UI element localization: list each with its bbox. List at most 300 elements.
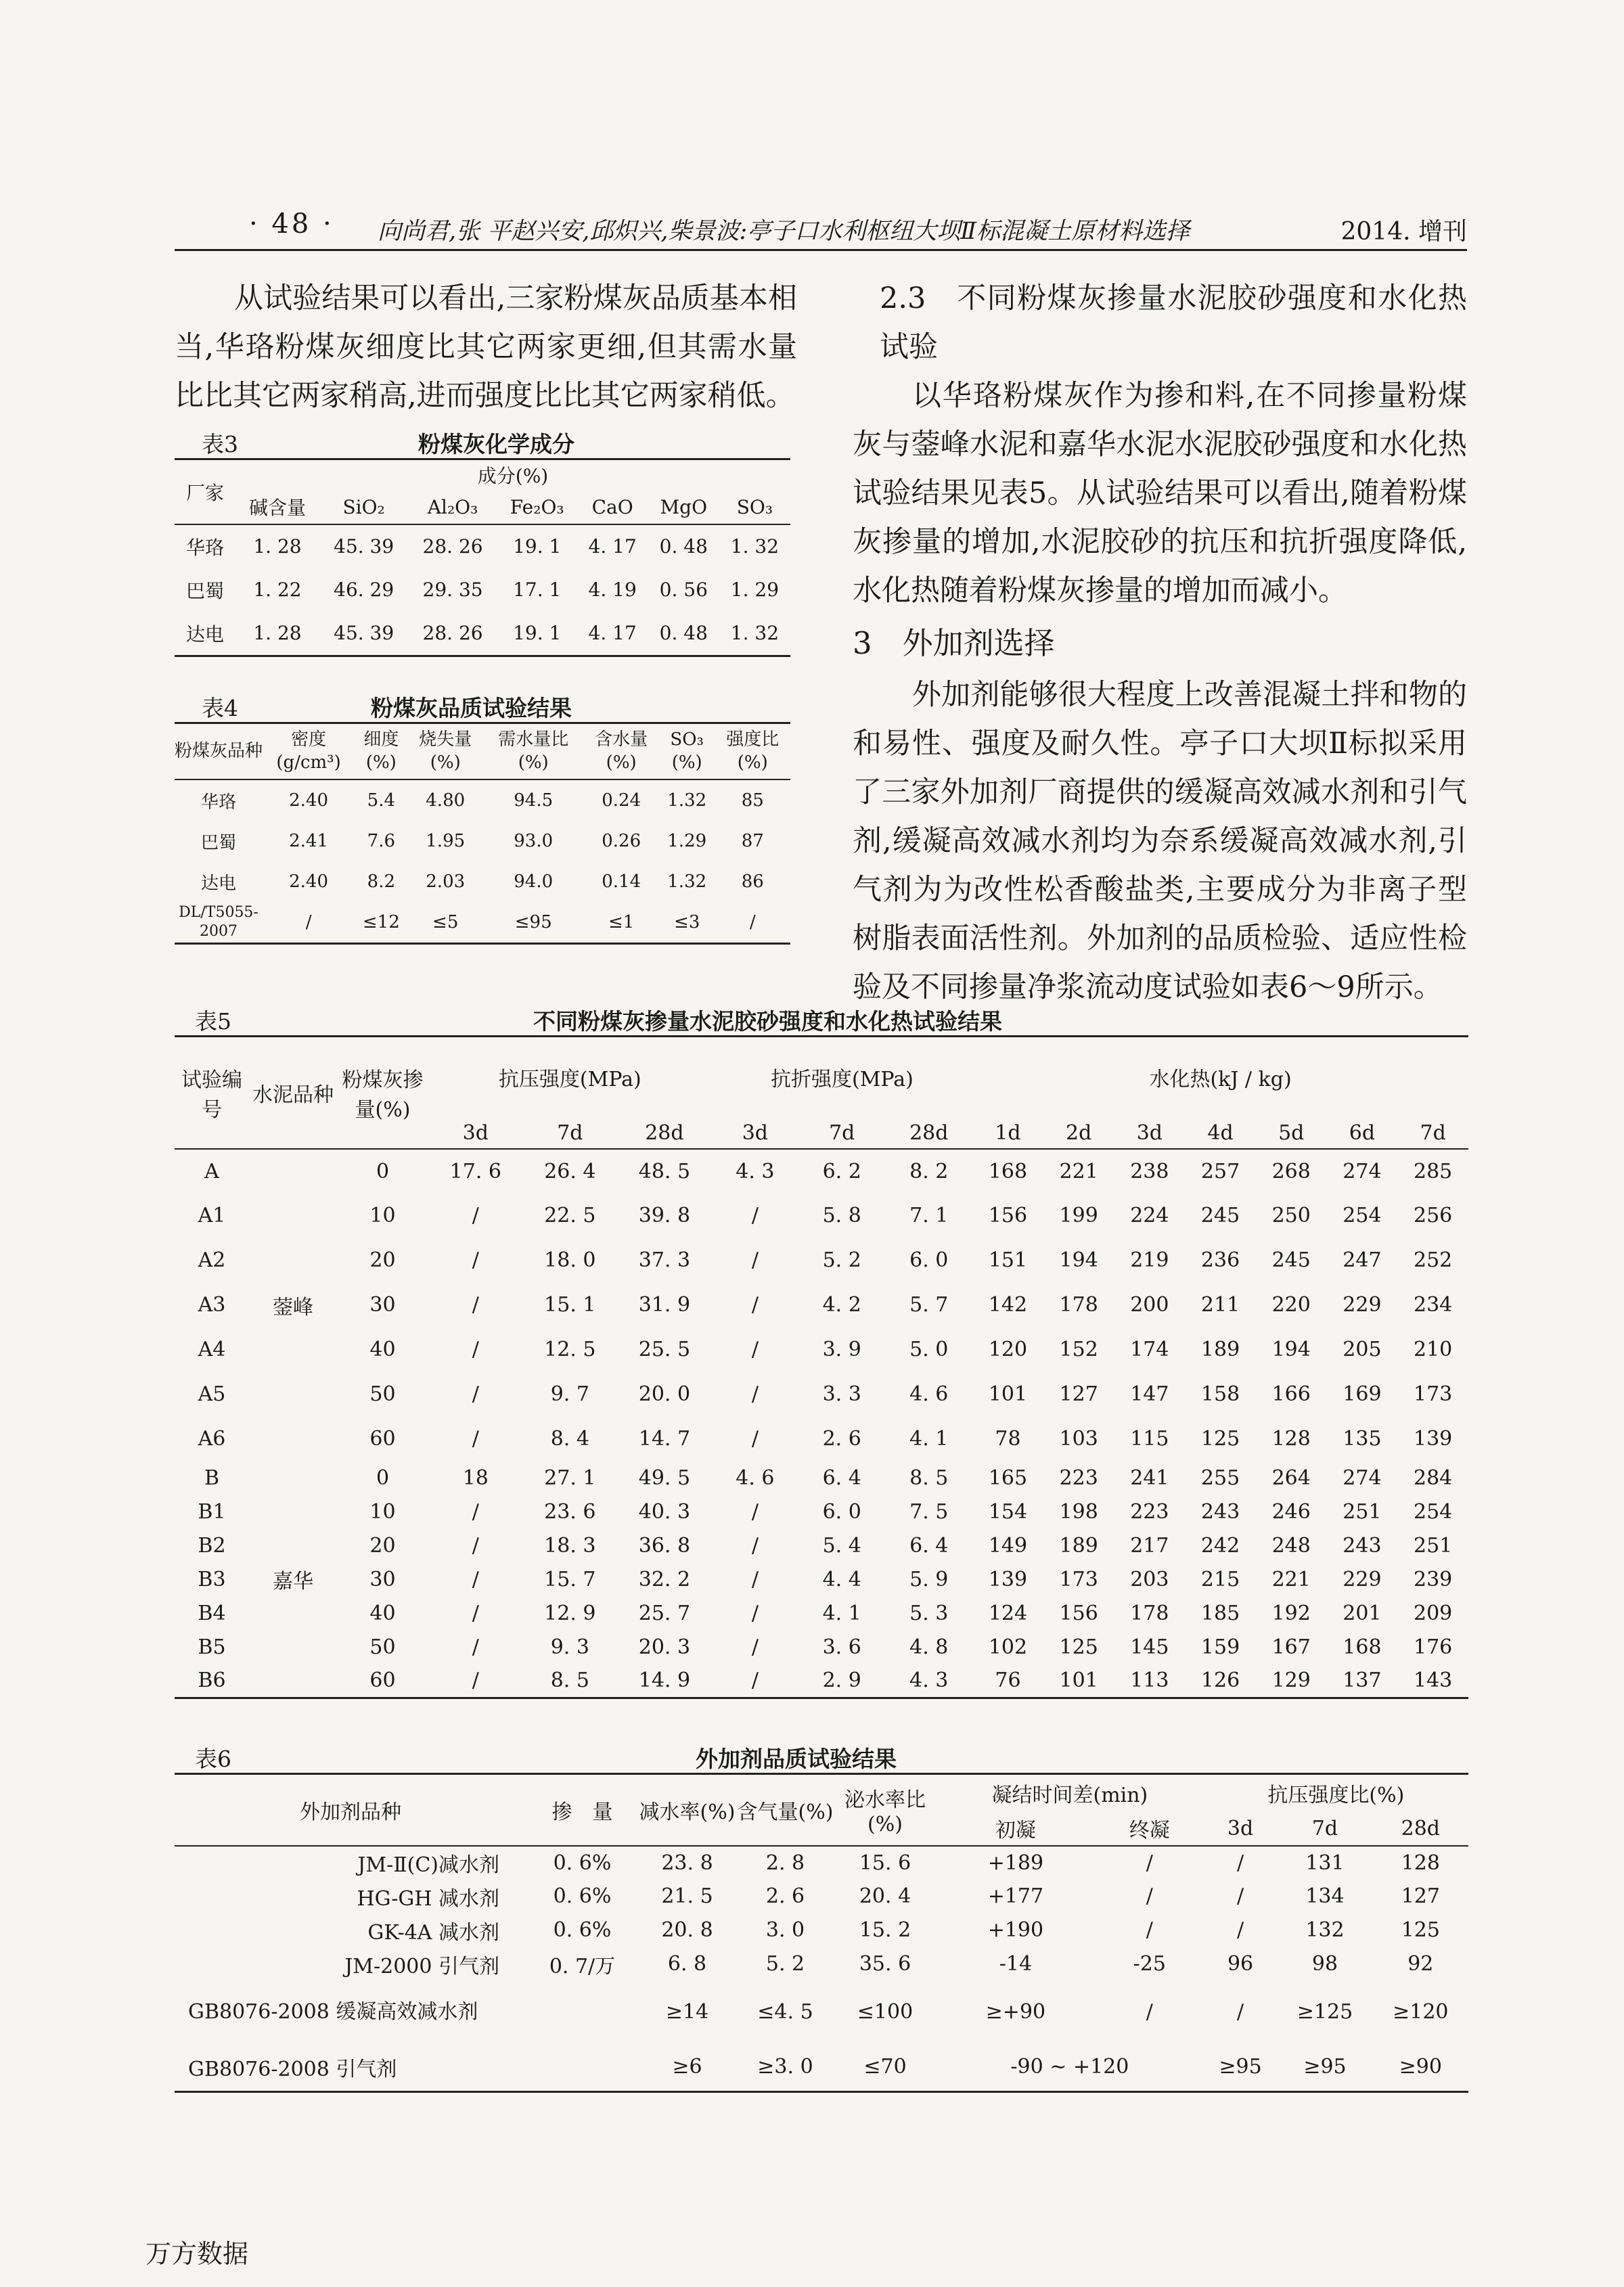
cement-cell: 蓥峰 [273, 1296, 313, 1319]
table-cell: 2.40 [289, 871, 329, 892]
table-cell: 198 [1059, 1500, 1098, 1524]
table-cell: 156 [988, 1204, 1028, 1227]
table-row [175, 1194, 1468, 1238]
table-cell: / [751, 1669, 759, 1693]
table-cell: 115 [1130, 1427, 1169, 1451]
table-cell: / [472, 1338, 479, 1361]
table-cell: 7. 5 [909, 1500, 949, 1524]
table3 [175, 458, 790, 657]
table-cell: ≤12 [362, 912, 400, 932]
table-cell: 21. 5 [661, 1884, 713, 1908]
left-column [175, 274, 797, 945]
table-cell: JM-2000 引气剂 [344, 1954, 499, 1978]
table-cell: / [1146, 1851, 1153, 1875]
table-number: 表3 [202, 431, 238, 457]
table-cell: 8. 5 [909, 1466, 949, 1490]
table4 [175, 722, 790, 945]
table-cell: 124 [988, 1602, 1028, 1625]
table-cell: / [751, 1338, 759, 1361]
table-cell: 129 [1271, 1669, 1311, 1693]
col-header: 抗折强度(MPa) [770, 1068, 914, 1092]
col-header: CaO [591, 495, 633, 518]
table-title: 外加剂品质试验结果 [696, 1746, 897, 1772]
table6-caption [175, 1738, 1468, 1773]
table-cell: 2.41 [289, 831, 329, 851]
table-cell: HG-GH 减水剂 [357, 1886, 499, 1911]
table-cell: 9. 3 [550, 1635, 589, 1659]
table-cell: 15. 1 [544, 1293, 596, 1317]
header-title: 向尚君,张 平赵兴安,邱炽兴,柴景波:亭子口水利枢纽大坝Ⅱ标混凝土原材料选择 [378, 218, 1190, 245]
table-cell: DL/T5055-2007 [179, 904, 258, 940]
table-row [175, 902, 790, 944]
table-cell: 3. 3 [822, 1382, 861, 1406]
table-cell: 4. 6 [909, 1382, 949, 1406]
table-cell: / [472, 1669, 479, 1693]
table-cell: / [751, 1568, 759, 1591]
table-cell: / [472, 1382, 479, 1406]
table-cell: 156 [1059, 1602, 1098, 1625]
col-header [659, 723, 715, 779]
section-heading: 3 外加剂选择 [853, 625, 1055, 661]
table-cell: / [751, 1602, 759, 1625]
table-cell: 达电 [200, 873, 236, 894]
table-cell: 26. 4 [544, 1159, 596, 1183]
table-cell: 199 [1059, 1204, 1098, 1227]
table-cell: 125 [1059, 1635, 1098, 1659]
table-cell: / [472, 1635, 479, 1659]
table-cell: 132 [1305, 1918, 1345, 1942]
col-header: 5d [1278, 1120, 1305, 1145]
table-cell: 7.6 [367, 831, 396, 851]
table-cell: A5 [198, 1382, 226, 1406]
table-cell: 268 [1271, 1159, 1311, 1183]
table-cell: 173 [1059, 1568, 1098, 1591]
table-row [175, 1947, 1468, 1981]
table-cell: ≥3. 0 [757, 2055, 813, 2079]
table-cell: B [204, 1466, 220, 1490]
col-header: SiO₂ [342, 495, 385, 518]
table-cell: A [204, 1159, 219, 1183]
table-row [175, 1417, 1468, 1462]
table-cell: 2.40 [289, 790, 329, 811]
table-cell: 168 [988, 1159, 1028, 1183]
table-cell: 94.0 [514, 871, 554, 892]
table-cell: 8. 4 [550, 1427, 589, 1451]
table-cell: 4. 8 [909, 1635, 949, 1659]
col-header: 外加剂品种 [300, 1800, 401, 1824]
table-cell: 4. 3 [909, 1669, 949, 1693]
table-cell: 20. 0 [638, 1382, 691, 1406]
table-row [175, 1914, 1468, 1947]
table5-block [175, 1000, 1468, 1699]
table-cell: / [305, 912, 312, 932]
table-title: 粉煤灰品质试验结果 [371, 694, 572, 721]
table-cell: 0.14 [602, 871, 641, 892]
paragraph: 外加剂能够很大程度上改善混凝土拌和物的和易性、强度及耐久性。亭子口大坝Ⅱ标拟采用了三家外加剂厂商提供的缓凝高效减水剂和引气剂,缓凝高效减水剂均为奈系缓凝高效减水剂,引气剂为为改性松香酸盐类,主要成分为非离子型树脂表面活性剂。外加剂的品质检验、适应性检验及不同掺量净浆流动度试验如表6～9所示。 [853, 678, 1467, 1004]
table-cell: 4. 6 [736, 1466, 775, 1490]
col-header: 3d [742, 1120, 769, 1145]
right-column [853, 274, 1467, 1012]
col-header [408, 723, 483, 779]
table-cell: 20. 3 [638, 1635, 691, 1659]
table-cell: 149 [988, 1534, 1028, 1558]
table-cell: 0 [376, 1159, 390, 1183]
table-cell: 125 [1401, 1918, 1440, 1942]
table-cell: 4. 17 [588, 622, 637, 644]
col-header: 4d [1207, 1120, 1234, 1145]
table-cell: 0 [376, 1466, 390, 1490]
table-cell: 4.80 [426, 790, 466, 811]
table-row [175, 524, 790, 568]
table-cell: 5. 0 [909, 1338, 949, 1361]
table-cell: 166 [1271, 1382, 1311, 1406]
table-cell: ≥125 [1296, 2000, 1353, 2024]
table-cell: 142 [988, 1293, 1028, 1317]
col-header: 水化热(kJ / kg) [1149, 1068, 1292, 1092]
table-row [175, 568, 790, 612]
col-header: 1d [995, 1120, 1021, 1145]
table-cell: 10 [369, 1500, 396, 1524]
table-cell: 247 [1343, 1248, 1382, 1272]
table-cell: 50 [369, 1635, 396, 1659]
col-header: 含气量(%) [737, 1800, 834, 1824]
table-cell: +190 [987, 1918, 1044, 1942]
table-row [175, 1149, 1468, 1194]
table-cell: / [472, 1293, 479, 1317]
table-cell: 1.32 [667, 871, 707, 892]
table-cell: 37. 3 [638, 1248, 691, 1272]
table-cell: 1. 28 [253, 622, 302, 644]
table-cell: 152 [1059, 1338, 1098, 1361]
col-header [355, 723, 407, 779]
col-header: 厂家 [185, 481, 224, 504]
table-cell: 174 [1130, 1338, 1169, 1361]
table-cell: ≥120 [1393, 2000, 1449, 2024]
table-cell: 223 [1130, 1500, 1169, 1524]
table-cell: 5. 4 [822, 1534, 861, 1558]
table-cell: 251 [1414, 1534, 1453, 1558]
table-cell: 45. 39 [334, 622, 394, 644]
table-cell: 1.95 [426, 831, 466, 851]
table-cell: 248 [1271, 1534, 1311, 1558]
col-header-unit: (g/cm³) [276, 752, 341, 773]
table-cell: 5. 7 [909, 1293, 949, 1317]
table-row [175, 821, 790, 861]
table-cell: 45. 39 [334, 535, 394, 558]
table-cell: 285 [1414, 1159, 1453, 1183]
table-cell: 165 [988, 1466, 1028, 1490]
table-cell: / [751, 1500, 759, 1524]
table-cell: 173 [1414, 1382, 1453, 1406]
col-header-unit: (%) [671, 752, 702, 773]
table-cell: 5. 8 [822, 1204, 861, 1227]
col-header-unit: (%) [606, 752, 637, 773]
table-cell: 华珞 [185, 536, 224, 559]
section-heading: 2.3 不同粉煤灰掺量水泥胶砂强度和水化热试验 [880, 281, 1467, 364]
table-row [175, 1238, 1468, 1283]
col-header: Al₂O₃ [427, 495, 478, 518]
table-cell: 221 [1059, 1159, 1098, 1183]
table-cell: 101 [988, 1382, 1028, 1406]
col-header: 试验编号 [181, 1068, 242, 1122]
table-row [175, 1665, 1468, 1698]
table-cell: 256 [1414, 1204, 1453, 1227]
table-cell: 1. 32 [730, 535, 780, 558]
table-cell: 92 [1407, 1952, 1434, 1976]
table-cell: 23. 8 [661, 1851, 713, 1875]
table-cell: 0. 56 [659, 579, 708, 601]
table-cell: 135 [1343, 1427, 1382, 1451]
table-cell: 0. 6% [553, 1918, 612, 1942]
table-cell: GB8076-2008 引气剂 [188, 2057, 397, 2081]
table-cell: 20 [369, 1534, 396, 1558]
table-cell: 96 [1227, 1952, 1254, 1976]
col-header: Fe₂O₃ [510, 495, 564, 518]
table-cell: 274 [1343, 1159, 1382, 1183]
table3-caption [175, 423, 797, 458]
col-header: 碱含量 [248, 497, 306, 519]
table-cell: 12. 9 [544, 1602, 596, 1625]
table-cell: 178 [1130, 1602, 1169, 1625]
table-cell: ≤95 [514, 912, 552, 932]
table-cell: ≤1 [608, 912, 635, 932]
table-cell: 17. 6 [449, 1159, 501, 1183]
table-cell: -14 [999, 1952, 1033, 1976]
table-cell: 131 [1305, 1851, 1345, 1875]
table-cell: 246 [1271, 1500, 1311, 1524]
table-cell: 139 [1414, 1427, 1453, 1451]
table-cell: B3 [198, 1568, 226, 1591]
col-header: 3d [462, 1120, 489, 1145]
table-cell: 264 [1271, 1466, 1311, 1490]
table-cell: 8. 5 [550, 1669, 589, 1693]
table-cell: 192 [1271, 1602, 1311, 1625]
col-header: 28d [909, 1120, 949, 1145]
table5-caption [175, 1000, 1468, 1035]
table-cell: 30 [369, 1293, 396, 1317]
table-cell: / [1146, 2000, 1153, 2024]
table-cell: 134 [1305, 1884, 1345, 1908]
table-cell: 169 [1343, 1382, 1382, 1406]
table-cell: 17. 1 [513, 579, 562, 601]
table-cell: 20 [369, 1248, 396, 1272]
table-cell: / [1236, 2000, 1244, 2024]
table-cell: 238 [1130, 1159, 1169, 1183]
table-cell: 48. 5 [638, 1159, 691, 1183]
table-cell: 98 [1311, 1952, 1338, 1976]
table-cell: / [472, 1427, 479, 1451]
table-cell: 10 [369, 1204, 396, 1227]
table-cell: 211 [1200, 1293, 1240, 1317]
table-cell: 254 [1343, 1204, 1382, 1227]
paragraph: 以华珞粉煤灰作为掺和料,在不同掺量粉煤灰与蓥峰水泥和嘉华水泥水泥胶砂强度和水化热试验结果见表5。从试验结果可以看出,随着粉煤灰掺量的增加,水泥胶砂的抗压和抗折强度降低,水化热随着粉煤灰掺量的增加而减小。 [853, 379, 1467, 608]
table-cell: 203 [1130, 1568, 1169, 1591]
table-cell: ≥14 [665, 2000, 709, 2024]
table-cell: 159 [1200, 1635, 1240, 1659]
table-row [175, 1462, 1468, 1495]
table-number: 表5 [195, 1008, 231, 1035]
table-cell: 234 [1414, 1293, 1453, 1317]
table-cell: 94.5 [514, 790, 554, 811]
col-header: 3d [1136, 1120, 1163, 1145]
page-number: · 48 · [249, 208, 334, 240]
table-cell: 1. 28 [253, 535, 302, 558]
table-cell: 128 [1271, 1427, 1311, 1451]
table-row [175, 1283, 1468, 1328]
table-cell: +177 [987, 1884, 1044, 1908]
col-header-unit: (%) [518, 752, 549, 773]
table-cell: 245 [1271, 1248, 1311, 1272]
table-cell: GB8076-2008 缓凝高效减水剂 [188, 1999, 478, 2024]
table-cell: 49. 5 [638, 1466, 691, 1490]
table-cell: 284 [1414, 1466, 1453, 1490]
table-cell: 0. 48 [659, 535, 708, 558]
col-header: 7d [557, 1120, 583, 1145]
table-cell: 194 [1059, 1248, 1098, 1272]
table-cell: 274 [1343, 1466, 1382, 1490]
table-cell: -90 ~ +120 [1010, 2055, 1129, 2079]
table-cell: ≥90 [1399, 2055, 1442, 2079]
col-header-line: SO₃ [670, 729, 704, 750]
table-cell: 25. 5 [638, 1338, 691, 1361]
col-header: 水泥品种 [252, 1083, 334, 1107]
col-header: MgO [660, 495, 708, 518]
running-header [175, 203, 1467, 251]
col-header: 7d [1311, 1816, 1338, 1840]
table-cell: 5. 2 [822, 1248, 861, 1272]
table-cell: 3. 9 [822, 1338, 861, 1361]
table-cell: 39. 8 [638, 1204, 691, 1227]
table-cell: 229 [1343, 1293, 1382, 1317]
table-cell: B1 [198, 1500, 226, 1524]
table-cell: 2.03 [426, 871, 466, 892]
table-cell: 6. 2 [822, 1159, 861, 1183]
col-header: 2d [1066, 1120, 1092, 1145]
table-cell: 0. 48 [659, 622, 708, 644]
table-cell: A4 [198, 1338, 226, 1361]
table-cell: ≤100 [857, 2000, 914, 2024]
table-cell: 143 [1414, 1669, 1453, 1693]
table-row [175, 861, 790, 902]
col-header-line: 密度 [291, 729, 327, 750]
table-cell: 5.4 [367, 790, 396, 811]
table-cell: 19. 1 [513, 535, 562, 558]
table-cell: 219 [1130, 1248, 1169, 1272]
table-cell: / [751, 1534, 759, 1558]
table-cell: 28. 26 [422, 622, 483, 644]
table-cell: A6 [198, 1427, 226, 1451]
col-header: 粉煤灰掺量(%) [342, 1068, 424, 1122]
table-cell: 20. 8 [661, 1918, 713, 1942]
table-cell: 46. 29 [334, 579, 394, 601]
table-cell: ≥+90 [985, 2000, 1046, 2024]
table-cell: 215 [1200, 1568, 1240, 1591]
table-cell: 102 [988, 1635, 1028, 1659]
paragraph: 从试验结果可以看出,三家粉煤灰品质基本相当,华珞粉煤灰细度比其它两家更细,但其需水量比比其它两家稍高,进而强度比比其它两家稍低。 [175, 281, 797, 413]
table-cell: 0.24 [602, 790, 641, 811]
table-cell: 167 [1271, 1635, 1311, 1659]
table-cell: 4. 19 [588, 579, 637, 601]
table-cell: / [472, 1568, 479, 1591]
table-cell: 254 [1414, 1500, 1453, 1524]
table-cell: 189 [1200, 1338, 1240, 1361]
table-cell: 12. 5 [544, 1338, 596, 1361]
table-row [175, 1880, 1468, 1914]
table-cell: 32. 2 [638, 1568, 691, 1591]
table-cell: 1.32 [667, 790, 707, 811]
table-cell: JM-Ⅱ(C)减水剂 [357, 1853, 499, 1877]
table-cell: 4. 3 [736, 1159, 775, 1183]
table-cell: / [751, 1293, 759, 1317]
table-cell: 40 [369, 1338, 396, 1361]
table-cell: 239 [1414, 1568, 1453, 1591]
table-cell: / [751, 1382, 759, 1406]
table-cell: 30 [369, 1568, 396, 1591]
table-cell: / [472, 1500, 479, 1524]
table-cell: 18. 0 [544, 1248, 596, 1272]
table-cell: 0. 7/万 [549, 1954, 616, 1978]
table-cell: 36. 8 [638, 1534, 691, 1558]
table-cell: ≤70 [863, 2055, 907, 2079]
table-row [175, 1372, 1468, 1417]
table-cell: 93.0 [514, 831, 554, 851]
table-cell: ≥6 [672, 2055, 702, 2079]
table-cell: ≥95 [1303, 2055, 1347, 2079]
table-cell: 243 [1343, 1534, 1382, 1558]
col-header: 抗压强度比(%) [1267, 1784, 1405, 1808]
table-cell: 189 [1059, 1534, 1098, 1558]
table-cell: 243 [1200, 1500, 1240, 1524]
col-header [263, 723, 355, 779]
table-cell: 4. 4 [822, 1568, 861, 1591]
table-cell: 139 [988, 1568, 1028, 1591]
col-header-unit: (%) [430, 752, 461, 773]
table-cell: / [472, 1204, 479, 1227]
table-cell: 50 [369, 1382, 396, 1406]
table-cell: / [751, 1635, 759, 1659]
table-cell: B5 [198, 1635, 226, 1659]
table-cell: 158 [1200, 1382, 1240, 1406]
table-cell: 87 [741, 831, 764, 851]
table-cell: ≤3 [674, 912, 700, 932]
table-cell: 6. 4 [822, 1466, 861, 1490]
table-cell: 101 [1059, 1669, 1098, 1693]
table-row [175, 1529, 1468, 1563]
table-cell: / [472, 1248, 479, 1272]
table-cell: 210 [1414, 1338, 1453, 1361]
table-cell: 8.2 [367, 871, 396, 892]
table-title: 粉煤灰化学成分 [418, 431, 574, 457]
table-cell [526, 1981, 638, 2043]
table-cell: 194 [1271, 1338, 1311, 1361]
table-cell: -25 [1133, 1952, 1166, 1976]
table-cell: 60 [369, 1427, 396, 1451]
table-cell: 113 [1130, 1669, 1169, 1693]
table-number: 表4 [202, 694, 238, 721]
table-cell: / [1236, 1884, 1244, 1908]
table-cell: 125 [1200, 1427, 1240, 1451]
table-cell: 0.26 [602, 831, 641, 851]
col-header: 抗压强度(MPa) [498, 1068, 641, 1092]
table-cell: 151 [988, 1248, 1028, 1272]
table-row [175, 1597, 1468, 1631]
table-row [175, 612, 790, 656]
table-cell: 126 [1200, 1669, 1240, 1693]
table-cell: 18. 3 [544, 1534, 596, 1558]
table-cell: 220 [1271, 1293, 1311, 1317]
table-cell: 23. 6 [544, 1500, 596, 1524]
table-cell: 205 [1343, 1338, 1382, 1361]
